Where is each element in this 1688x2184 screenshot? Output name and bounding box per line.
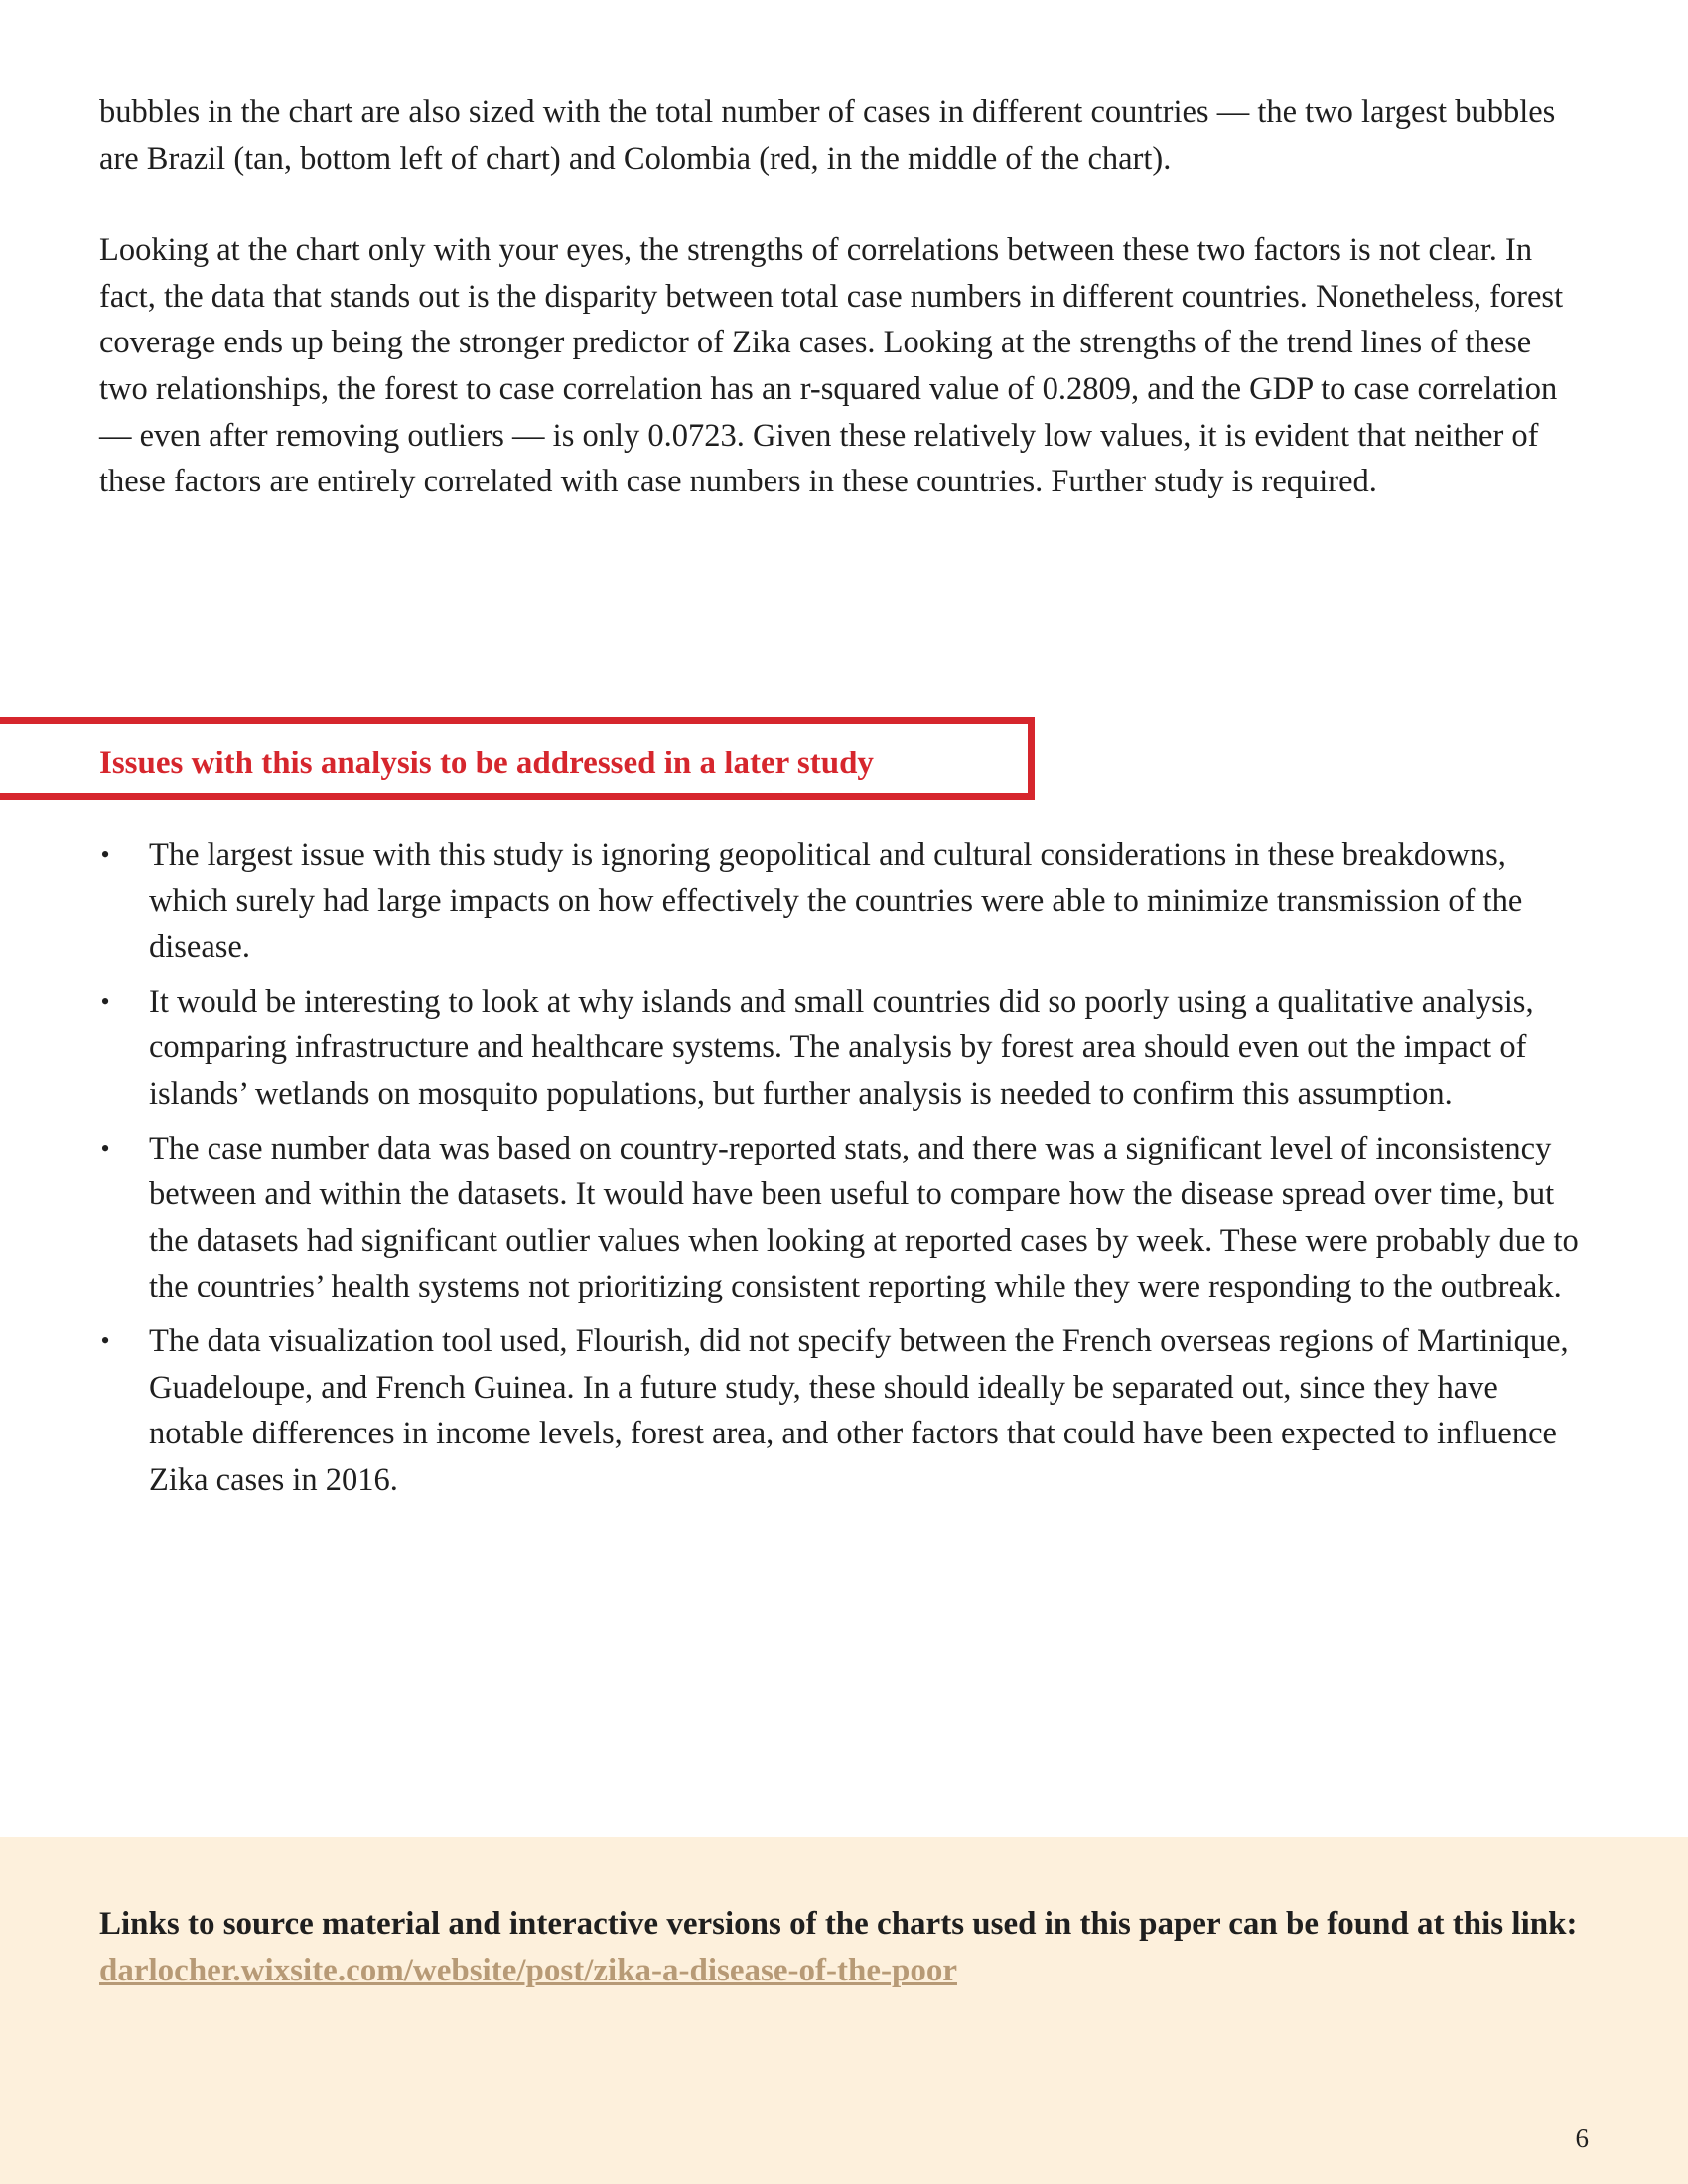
list-item-text: The largest issue with this study is ignoring geopolitical and cultural considerations in these breakdowns, which surely had large impacts on how effectively the countries were able to minimize transmission of the disease. <box>149 837 1523 966</box>
body-text <box>99 89 1579 505</box>
issues-heading-box <box>0 717 1035 800</box>
footer-panel <box>0 1837 1688 2184</box>
list-item-text: It would be interesting to look at why islands and small countries did so poorly using a qualitative analysis, comparing infrastructure and healthcare systems. The analysis by forest area should even out the impact of islands’ wetlands on mosquito populations, but further analysis is needed to confirm this assumption. <box>149 983 1534 1112</box>
bullet-icon: • <box>100 1325 110 1355</box>
issues-heading: Issues with this analysis to be addressed in a later study <box>99 746 874 781</box>
list-item <box>99 1318 1579 1503</box>
list-item-text: The case number data was based on country-reported stats, and there was a significant level of inconsistency between and within the datasets. It would have been useful to compare how the disease spread over time, but the datasets had significant outlier values when looking at reported cases by week. These were probably due to the countries’ health systems not prioritizing consistent reporting while they were responding to the outbreak. <box>149 1130 1579 1305</box>
page-number: 6 <box>1575 2123 1589 2153</box>
source-link[interactable]: darlocher.wixsite.com/website/post/zika-a-disease-of-the-poor <box>99 1952 957 1988</box>
paragraph-intro-1: bubbles in the chart are also sized with the total number of cases in different countries — the two largest bubbles are Brazil (tan, bottom left of chart) and Colombia (red, in the middle of the chart). <box>99 94 1556 177</box>
paragraph-intro-2: Looking at the chart only with your eyes, the strengths of correlations between these two factors is not clear. In fact, the data that stands out is the disparity between total case numbers in different countries. Nonetheless, forest coverage ends up being the stronger predictor of Zika cases. Looking at the strengths of the trend lines of these two relationships, the forest to case correlation has an r-squared value of 0.2809, and the GDP to case correlation — even after removing outliers — is only 0.0723. Given these relatively low values, it is evident that neither of these factors are entirely correlated with case numbers in these countries. Further study is required. <box>99 232 1564 500</box>
list-item <box>99 832 1579 971</box>
list-item <box>99 979 1579 1118</box>
bullet-icon: • <box>100 1133 110 1162</box>
bullet-icon: • <box>100 986 110 1016</box>
list-item-text: The data visualization tool used, Flourish, did not specify between the French overseas regions of Martinique, Guadeloupe, and French Guinea. In a future study, these should ideally be separated out, since they have notable differences in income levels, forest area, and other factors that could have been expected to influence Zika cases in 2016. <box>149 1322 1569 1498</box>
bullet-icon: • <box>100 840 110 869</box>
footer-note <box>99 1901 1589 1993</box>
issues-list <box>99 832 1579 1511</box>
list-item <box>99 1126 1579 1310</box>
footer-text: Links to source material and interactive versions of the charts used in this paper can be found at this link: <box>99 1906 1578 1942</box>
